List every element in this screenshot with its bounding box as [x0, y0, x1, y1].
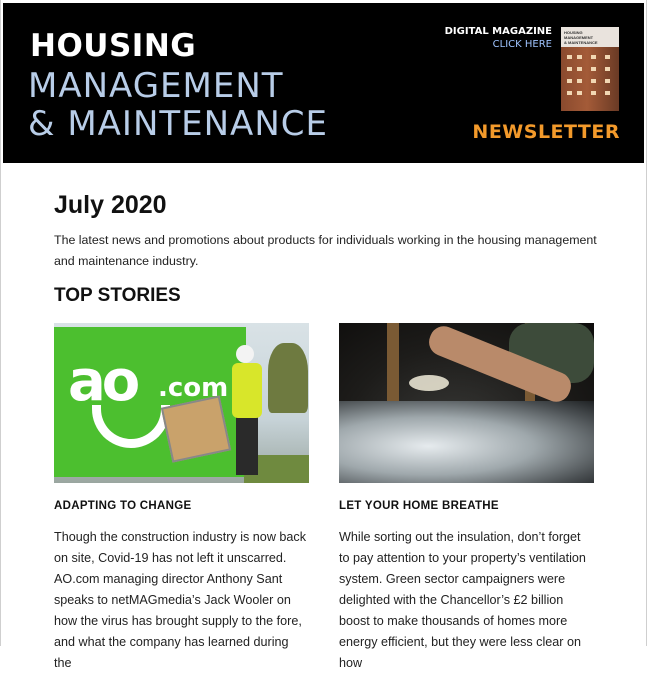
cover-masthead: HOUSING MANAGEMENT & MAINTENANCE: [564, 30, 598, 45]
story-image-loft-insulation[interactable]: [339, 323, 594, 483]
brand-title-line3: & MAINTENANCE: [28, 104, 328, 144]
story-headline[interactable]: ADAPTING TO CHANGE: [54, 500, 192, 512]
digital-magazine-label: DIGITAL MAGAZINE: [444, 26, 552, 37]
digital-magazine-link[interactable]: [445, 25, 552, 51]
story-image-ao-van[interactable]: [54, 323, 309, 483]
issue-title: July 2020: [54, 191, 167, 219]
story-card-let-your-home-breathe: [339, 323, 594, 670]
issue-intro: The latest news and promotions about products for individuals working in the housing management and maintenance industry.: [54, 233, 597, 268]
van-logo-com: .com: [158, 373, 229, 403]
van-logo-ao: ao: [68, 349, 137, 414]
worker-figure: [232, 363, 262, 418]
story-body: While sorting out the insulation, don’t forget to pay attention to your property’s ventilation system. Green sector campaigners were delighted with the Chancellor’s £2 billion boost to make thousands of homes more energy efficient, but they were less clear on how: [339, 530, 586, 670]
torch-light: [409, 375, 449, 391]
story-body: Though the construction industry is now back on site, Covid-19 has not left it unscarred. AO.com managing director Anthony Sant speaks to netMAGmedia’s Jack Wooler on how the virus has brought supply to the fore, and what the company has learned during the: [54, 530, 307, 670]
story-card-adapting-to-change: [54, 323, 309, 670]
van-smile-logo: [92, 405, 170, 448]
brand-title-line2: MANAGEMENT: [28, 66, 284, 106]
brand-title-line1: HOUSING: [30, 28, 197, 64]
magazine-cover-thumbnail[interactable]: [561, 27, 619, 111]
cover-building-image: [561, 47, 619, 111]
insulation-graphic: [339, 401, 594, 483]
click-here-link[interactable]: CLICK HERE: [492, 39, 552, 50]
newsletter-label: NEWSLETTER: [472, 121, 620, 143]
section-title-top-stories: TOP STORIES: [54, 285, 181, 306]
newsletter-header: [3, 3, 644, 163]
story-headline[interactable]: LET YOUR HOME BREATHE: [339, 500, 499, 512]
